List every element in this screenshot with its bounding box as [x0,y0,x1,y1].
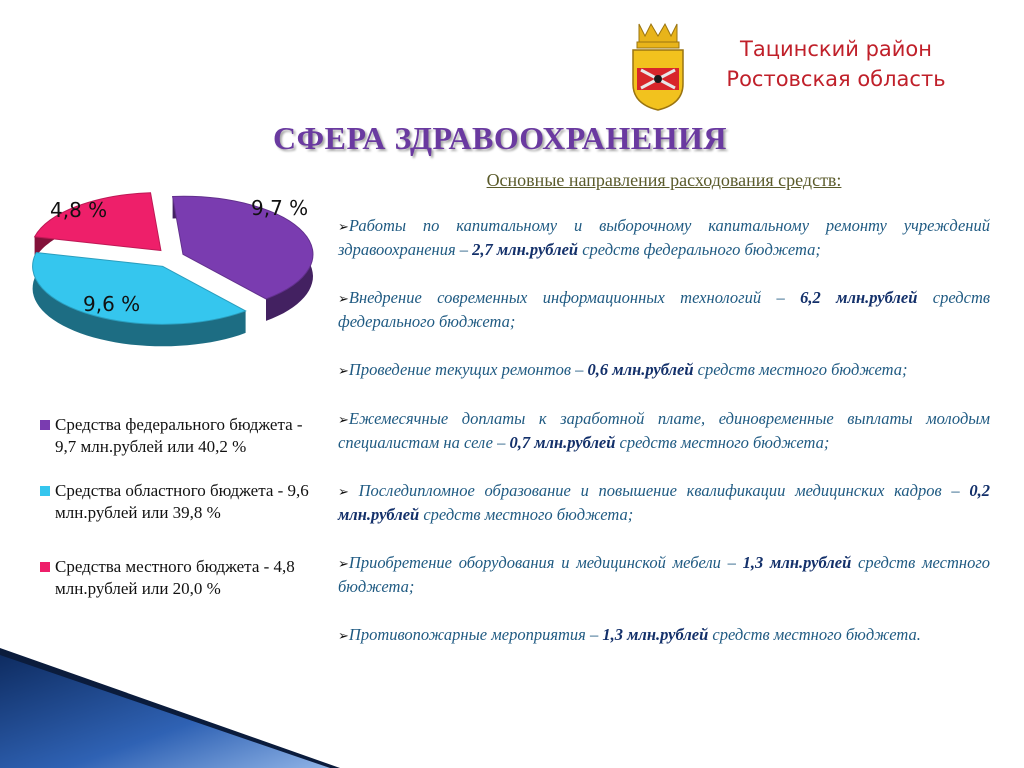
spending-directions-list [338,214,990,672]
arrow-bullet-icon: ➢ [338,363,349,378]
list-item: ➢ Последипломное образование и повышение квалификации медицинских кадров – 0,2 млн.рублей средств местного бюджета; [338,481,990,524]
list-item: ➢Ежемесячные доплаты к заработной плате, единовременные выплаты молодым специалистам на селе – 0,7 млн.рублей средств местного бюджета; [338,409,990,452]
coat-of-arms-icon [627,22,689,112]
legend-label-regional: Средства областного бюджета - 9,6 млн.рублей или 39,8 % [55,481,309,522]
list-item: ➢Противопожарные мероприятия – 1,3 млн.рублей средств местного бюджета. [338,625,921,644]
chart-legend [40,414,315,622]
legend-swatch-federal [40,420,50,430]
region-header [700,34,972,94]
slice-label-local: 4,8 % [50,198,108,222]
list-item: ➢Приобретение оборудования и медицинской мебели – 1,3 млн.рублей средств местного бюджета; [338,553,991,596]
legend-item-local [40,556,315,600]
arrow-bullet-icon: ➢ [338,219,349,234]
slice-label-federal: 9,7 % [251,196,309,220]
legend-item-regional [40,480,315,524]
list-item: ➢Внедрение современных информационных технологий – 6,2 млн.рублей средств федерального бюджета; [338,288,991,331]
legend-swatch-local [40,562,50,572]
arrow-bullet-icon: ➢ [338,484,349,499]
page-subtitle: Основные направления расходования средств: [486,170,842,190]
arrow-bullet-icon: ➢ [338,556,349,571]
page-title: СФЕРА ЗДРАВООХРАНЕНИЯ [273,120,727,156]
legend-label-federal: Средства федерального бюджета - 9,7 млн.рублей или 40,2 % [55,415,303,456]
header-line-region: Ростовская область [726,67,946,91]
legend-item-federal [40,414,315,458]
list-item: ➢Проведение текущих ремонтов – 0,6 млн.рублей средств местного бюджета; [338,360,908,379]
legend-label-local: Средства местного бюджета - 4,8 млн.рублей или 20,0 % [55,557,295,598]
slice-label-regional: 9,6 % [83,292,141,316]
legend-swatch-regional [40,486,50,496]
arrow-bullet-icon: ➢ [338,291,349,306]
list-item: ➢Работы по капитальному и выборочному капитальному ремонту учреждений здравоохранения – 2,7 млн.рублей средств федерального бюджета; [338,216,990,259]
arrow-bullet-icon: ➢ [338,628,349,643]
arrow-bullet-icon: ➢ [338,412,349,427]
header-line-district: Тацинский район [740,37,932,61]
